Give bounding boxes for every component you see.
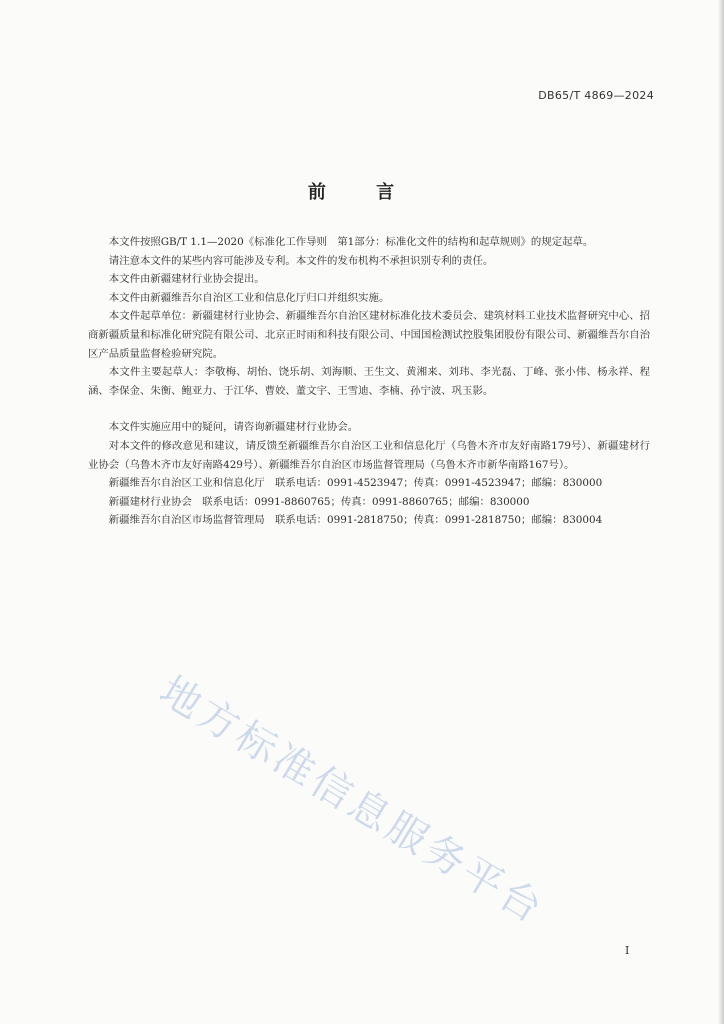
watermark: 地方标准信息服务平台 [151,667,553,934]
contact-market-supervision: 新疆维吾尔自治区市场监督管理局 联系电话：0991-2818750；传真：0991-2818750；邮编：830004 [108,514,603,527]
paragraph-administrator: 本文件由新疆维吾尔自治区工业和信息化厅归口并组织实施。 [108,291,390,304]
paragraph-drafting-units: 本文件起草单位：新疆建材行业协会、新疆维吾尔自治区建材标准化技术委员会、建筑材料工业技术监督研究中心、招商新疆质量和标准化研究院有限公司、北京正时雨和科技有限公司、中国国检测试控股集团股份有限公司、新疆维吾尔自治区产品质量监督检验研究院。 [88,310,650,360]
paragraph-inquiries: 本文件实施应用中的疑问，请咨询新疆建材行业协会。 [108,421,359,434]
paragraph-patent-notice: 请注意本文件的某些内容可能涉及专利。本文件的发布机构不承担识别专利的责任。 [108,254,494,267]
document-code: DB65/T 4869—2024 [538,89,654,102]
foreword-body [88,233,650,530]
contact-industry-dept: 新疆维吾尔自治区工业和信息化厅 联系电话：0991-4523947；传真：0991-4523947；邮编：830000 [108,477,603,490]
scan-edge-shadow [718,0,724,1024]
paragraph-drafters: 本文件主要起草人：李敬梅、胡怡、饶乐胡、刘海顺、王生文、黄湘来、刘玮、李光磊、丁峰、张小伟、杨永祥、程涵、李保金、朱衡、鲍亚力、于江华、曹姣、董文宇、王雪迪、李楠、孙宁波、巩玉影。 [88,366,650,397]
page-title: 前 言 [307,182,417,203]
paragraph-proposer: 本文件由新疆建材行业协会提出。 [108,273,265,286]
paragraph-feedback: 对本文件的修改意见和建议，请反馈至新疆维吾尔自治区工业和信息化厅（乌鲁木齐市友好南路179号）、新疆建材行业协会（乌鲁木齐市友好南路429号）、新疆维吾尔自治区市场监督管理局（乌鲁木齐市新华南路167号）。 [88,439,650,471]
paragraph-drafting-rules: 本文件按照GB/T 1.1—2020《标准化工作导则 第1部分：标准化文件的结构和起草规则》的规定起草。 [108,236,594,248]
page-number: I [625,944,630,957]
contact-building-materials-assoc: 新疆建材行业协会 联系电话：0991-8860765；传真：0991-8860765；邮编：830000 [108,495,530,508]
